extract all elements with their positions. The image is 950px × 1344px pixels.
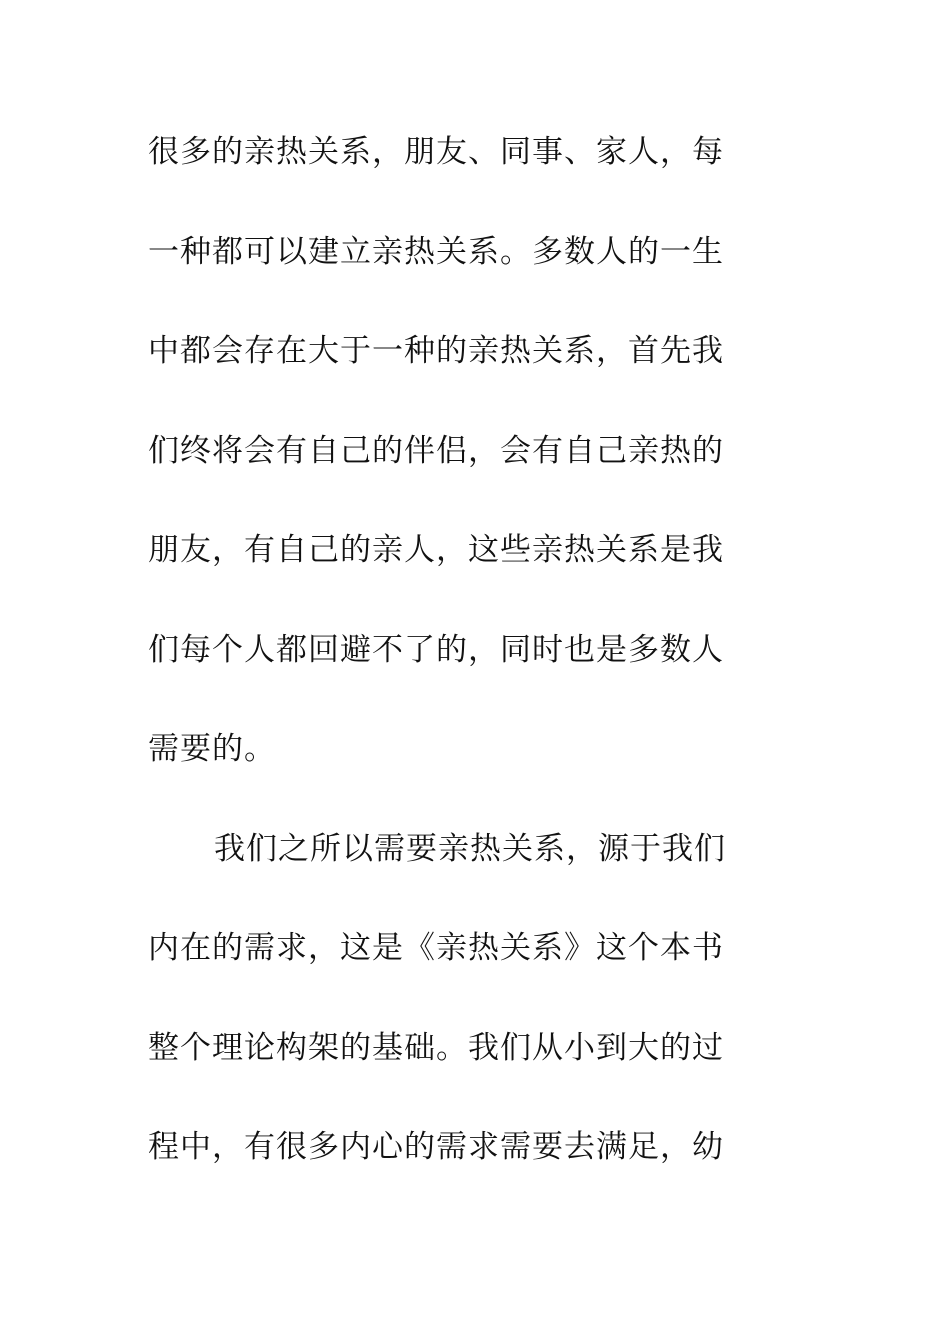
text-line: 中都会存在大于一种的亲热关系，首先我	[148, 333, 724, 369]
text-line: 需要的。	[148, 731, 276, 767]
text-line: 整个理论构架的基础。我们从小到大的过	[148, 1029, 724, 1066]
text-line: 们每个人都回避不了的，同时也是多数人	[148, 631, 724, 668]
text-line: 一种都可以建立亲热关系。多数人的一生	[148, 233, 724, 270]
text-line: 程中，有很多内心的需求需要去满足，幼	[148, 1129, 724, 1165]
paragraph-start-line: 我们之所以需要亲热关系，源于我们	[214, 830, 726, 867]
text-line: 们终将会有自己的伴侣，会有自己亲热的	[148, 432, 724, 469]
text-line: 内在的需求，这是《亲热关系》这个本书	[148, 930, 724, 966]
body-text	[148, 122, 788, 1217]
text-line: 朋友，有自己的亲人，这些亲热关系是我	[148, 532, 724, 568]
text-line: 很多的亲热关系，朋友、同事、家人，每	[148, 134, 724, 170]
